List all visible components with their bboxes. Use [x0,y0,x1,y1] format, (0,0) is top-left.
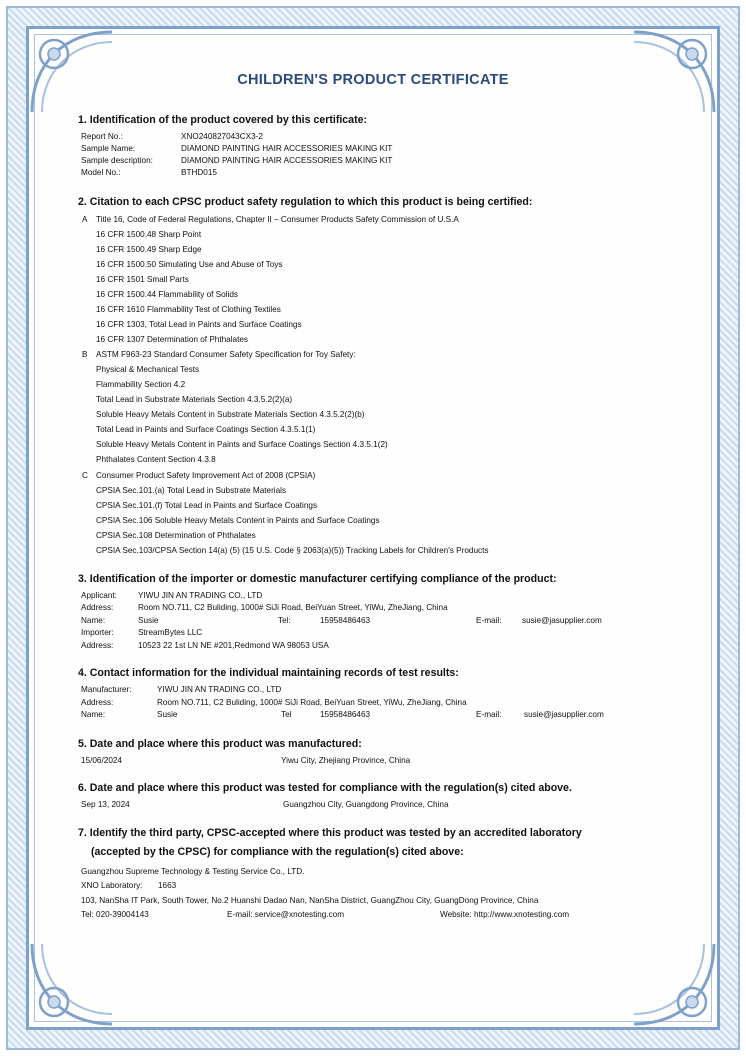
page-title: CHILDREN'S PRODUCT CERTIFICATE [237,72,509,88]
section-1-heading: 1. Identification of the product covered by this certificate: [78,114,368,126]
regulation-title: Consumer Product Safety Improvement Act of 2008 (CPSIA) [96,471,316,480]
address-value: Room NO.711, C2 Buliding, 1000# SiJi Road, BeiYuan Street, YiWu, ZheJiang, China [138,603,448,612]
section-4-heading: 4. Contact information for the individual maintaining records of test results: [78,667,459,679]
report-no-label: Report No.: [81,132,123,141]
list-item: Flammability Section 4.2 [96,380,186,389]
name-value: Susie [138,616,159,625]
list-item: Total Lead in Paints and Surface Coatings Section 4.3.5.1(1) [96,425,316,434]
section-3-heading: 3. Identification of the importer or domestic manufacturer certifying compliance of the product: [78,573,557,585]
email-label: E-mail: [476,710,502,719]
list-item: CPSIA Sec.101.(a) Total Lead in Substrate Materials [96,486,287,495]
test-date: Sep 13, 2024 [81,800,130,809]
importer-value: StreamBytes LLC [138,628,203,637]
section-5-heading: 5. Date and place where this product was manufactured: [78,738,362,750]
lab-tel: Tel: 020-39004143 [81,910,149,919]
email-value: susie@jasupplier.com [524,710,604,719]
list-item: 16 CFR 1307 Determination of Phthalates [96,335,249,344]
lab-email: E-mail: service@xnotesting.com [227,910,345,919]
test-place: Guangzhou City, Guangdong Province, China [283,800,449,809]
regulation-title: Title 16, Code of Federal Regulations, Chapter II – Consumer Products Safety Commission of U.S.A [96,215,459,224]
list-item: Physical & Mechanical Tests [96,365,200,374]
list-letter: B [82,350,88,359]
tel-label: Tel: [278,616,291,625]
importer-address-label: Address: [81,641,114,650]
list-item: 16 CFR 1500.44 Flammability of Solids [96,290,238,299]
address-label: Address: [81,603,114,612]
list-item: Phthalates Content Section 4.3.8 [96,455,216,464]
manufacture-place: Yiwu City, Zhejiang Province, China [281,756,411,765]
corner-ornament-icon [626,936,722,1032]
sample-description-value: DIAMOND PAINTING HAIR ACCESSORIES MAKING KIT [181,156,393,165]
section-2-heading: 2. Citation to each CPSC product safety regulation to which this product is being certified: [78,196,533,208]
name-value: Susie [157,710,178,719]
list-item: CPSIA Sec.108 Determination of Phthalates [96,531,256,540]
list-item: CPSIA Sec.101.(f) Total Lead in Paints and Surface Coatings [96,501,318,510]
address-label: Address: [81,698,114,707]
name-label: Name: [81,710,106,719]
regulation-title: ASTM F963-23 Standard Consumer Safety Specification for Toy Safety: [96,350,356,359]
model-no-label: Model No.: [81,168,121,177]
tel-value: 15958486463 [320,616,371,625]
manufacture-date: 15/06/2024 [81,756,122,765]
list-item: CPSIA Sec.106 Soluble Heavy Metals Content in Paints and Surface Coatings [96,516,380,525]
tel-value: 15958486463 [320,710,371,719]
list-item: 16 CFR 1500.48 Sharp Point [96,230,202,239]
corner-ornament-icon [24,936,120,1032]
sample-description-label: Sample description: [81,156,153,165]
sample-name-value: DIAMOND PAINTING HAIR ACCESSORIES MAKING KIT [181,144,393,153]
lab-address: 103, NanSha IT Park, South Tower, No.2 Huanshi Dadao Nan, NanSha District, GuangZhou City, GuangDong Province, China [81,896,539,905]
name-label: Name: [81,616,106,625]
list-item: 16 CFR 1303, Total Lead in Paints and Surface Coatings [96,320,302,329]
list-item: 16 CFR 1500.50 Simulating Use and Abuse of Toys [96,260,283,269]
importer-label: Importer: [81,628,114,637]
list-item: 16 CFR 1501 Small Parts [96,275,189,284]
section-7-heading: 7. Identify the third party, CPSC-accepted where this product was tested by an accredited laboratory [78,827,582,839]
lab-website: Website: http://www.xnotesting.com [440,910,570,919]
list-item: 16 CFR 1500.49 Sharp Edge [96,245,202,254]
importer-address-value: 10523 22 1st LN NE #201,Redmond WA 98053 USA [138,641,329,650]
email-label: E-mail: [476,616,502,625]
list-item: Soluble Heavy Metals Content in Substrate Materials Section 4.3.5.2(2)(b) [96,410,365,419]
sample-name-label: Sample Name: [81,144,136,153]
list-item: 16 CFR 1610 Flammability Test of Clothing Textiles [96,305,281,314]
section-7-heading-cont: (accepted by the CPSC) for compliance with the regulation(s) cited above: [91,846,464,858]
section-6-heading: 6. Date and place where this product was tested for compliance with the regulation(s) cited above. [78,782,572,794]
xno-lab-value: 1663 [158,881,177,890]
list-letter: A [82,215,88,224]
list-item: Soluble Heavy Metals Content in Paints and Surface Coatings Section 4.3.5.1(2) [96,440,388,449]
manufacturer-value: YIWU JIN AN TRADING CO., LTD [157,685,282,694]
email-value: susie@jasupplier.com [522,616,602,625]
list-item: CPSIA Sec.103/CPSA Section 14(a) (5) (15 U.S. Code § 2063(a)(5)) Tracking Labels for Children's Products [96,546,489,555]
model-no-value: BTHD015 [181,168,217,177]
report-no-value: XNO240827043CX3-2 [181,132,263,141]
list-item: Total Lead in Substrate Materials Section 4.3.5.2(2)(a) [96,395,293,404]
list-letter: C [82,471,88,480]
xno-lab-label: XNO Laboratory: [81,881,143,890]
applicant-value: YIWU JIN AN TRADING CO., LTD [138,591,263,600]
applicant-label: Applicant: [81,591,117,600]
manufacturer-label: Manufacturer: [81,685,132,694]
tel-label: Tel [281,710,292,719]
lab-name: Guangzhou Supreme Technology & Testing Service Co., LTD. [81,867,305,876]
address-value: Room NO.711, C2 Buliding, 1000# SiJi Road, BeiYuan Street, YiWu, ZheJiang, China [157,698,467,707]
